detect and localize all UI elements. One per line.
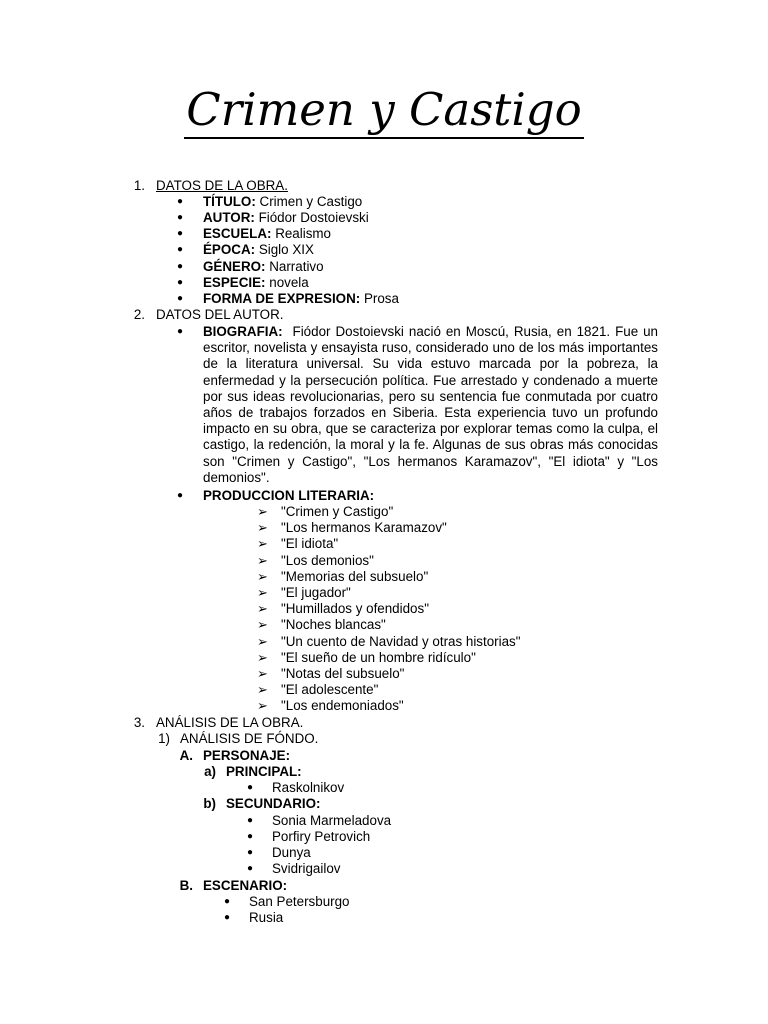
- bullet-icon: ●: [177, 244, 184, 255]
- section-label: ANÁLISIS DE LA OBRA.: [156, 715, 304, 730]
- obra-key: ESCUELA:: [203, 226, 272, 241]
- character-name: Sonia Marmeladova: [272, 813, 392, 828]
- obra-value: novela: [269, 275, 309, 290]
- place-name: Rusia: [249, 910, 284, 925]
- obra-title: "Crimen y Castigo": [281, 504, 394, 519]
- character-name: Porfiry Petrovich: [272, 829, 371, 844]
- personaje-label: PERSONAJE:: [203, 748, 291, 763]
- arrow-bullet-icon: ➢: [257, 601, 268, 617]
- fondo-number: 1): [158, 731, 170, 746]
- personaje-number: A.: [179, 748, 193, 763]
- bullet-icon: ●: [177, 212, 184, 223]
- arrow-bullet-icon: ➢: [257, 633, 268, 649]
- section-label: DATOS DEL AUTOR.: [156, 307, 284, 322]
- arrow-bullet-icon: ➢: [257, 682, 268, 698]
- obra-title: "Los hermanos Karamazov": [281, 520, 447, 536]
- obra-key: GÉNERO:: [203, 259, 266, 274]
- character-name: Dunya: [272, 845, 311, 860]
- produccion-label: PRODUCCION LITERARIA:: [203, 488, 375, 503]
- bullet-icon: ●: [247, 863, 254, 874]
- bullet-icon: ●: [177, 490, 184, 501]
- bullet-icon: ●: [177, 228, 184, 239]
- obra-value: Siglo XIX: [258, 242, 314, 257]
- obra-title: "Un cuento de Navidad y otras historias": [281, 633, 521, 649]
- bullet-icon: ●: [224, 896, 231, 907]
- obra-title: "Notas del subsuelo": [281, 666, 405, 681]
- obra-title: "Noches blancas": [281, 617, 386, 633]
- obra-title: "Los endemoniados": [281, 698, 404, 714]
- arrow-bullet-icon: ➢: [257, 585, 268, 600]
- arrow-bullet-icon: ➢: [257, 666, 268, 681]
- bullet-icon: ●: [247, 815, 254, 826]
- bullet-icon: ●: [247, 847, 254, 858]
- obra-value: Fiódor Dostoievski: [258, 210, 369, 225]
- bullet-icon: ●: [177, 261, 184, 272]
- character-name: Raskolnikov: [272, 780, 345, 795]
- arrow-bullet-icon: ➢: [257, 520, 268, 536]
- principal-number: a): [204, 764, 216, 779]
- biography-label: BIOGRAFIA:: [203, 324, 283, 339]
- section-label: DATOS DE LA OBRA.: [156, 178, 288, 193]
- secundario-number: b): [203, 796, 216, 811]
- section-number: 1.: [133, 178, 145, 193]
- obra-title: "Los demonios": [281, 552, 374, 568]
- obra-title: "Memorias del subsuelo": [281, 568, 429, 584]
- obra-value: Prosa: [363, 291, 399, 306]
- principal-label: PRINCIPAL:: [226, 764, 302, 779]
- bullet-icon: ●: [177, 326, 184, 337]
- bullet-icon: ●: [177, 293, 184, 304]
- character-name: Svidrigailov: [272, 861, 341, 876]
- bullet-icon: ●: [247, 831, 254, 842]
- obra-title: "Humillados y ofendidos": [281, 601, 429, 617]
- obra-key: FORMA DE EXPRESION:: [203, 291, 361, 306]
- obra-key: TÍTULO:: [203, 194, 256, 209]
- obra-key: ESPECIE:: [203, 275, 266, 290]
- escenario-number: B.: [179, 878, 193, 893]
- obra-key: ÉPOCA:: [203, 242, 256, 257]
- title-text: Crimen y Castigo: [184, 83, 583, 139]
- bullet-icon: ●: [224, 912, 231, 923]
- place-name: San Petersburgo: [249, 894, 350, 909]
- arrow-bullet-icon: ➢: [257, 552, 268, 568]
- arrow-bullet-icon: ➢: [257, 568, 268, 584]
- section-number: 3.: [133, 715, 145, 730]
- arrow-bullet-icon: ➢: [257, 536, 268, 552]
- obra-title: "El jugador": [281, 585, 351, 600]
- section-number: 2.: [133, 307, 145, 322]
- fondo-label: ANÁLISIS DE FÓNDO.: [180, 731, 319, 746]
- secundario-label: SECUNDARIO:: [226, 796, 321, 811]
- escenario-label: ESCENARIO:: [203, 878, 288, 893]
- biography-text: Fiódor Dostoievski nació en Moscú, Rusia, en 1821. Fue un escritor, novelista y ensayista ruso, considerado uno de los más importantes de la literatura universal. Su vida estuvo marcada por la pobreza, la enfermedad y la persecución política. Fue arrestado y condenado a muerte por sus ideas revolucionarias, pero su sentencia fue conmutada por cuatro años de trabajos forzados en Siberia. Esta experiencia tuvo un profundo impacto en su obra, que se caracteriza por explorar temas como la culpa, el castigo, la redención, la moral y la fe. Algunas de sus obras más conocidas son "Crimen y Castigo", "Los hermanos Karamazov", "El idiota" y "Los demonios".: [203, 324, 659, 485]
- obra-value: Narrativo: [269, 259, 324, 274]
- bullet-icon: ●: [247, 782, 254, 793]
- obra-key: AUTOR:: [203, 210, 255, 225]
- bullet-icon: ●: [177, 277, 184, 288]
- obra-title: "El idiota": [281, 536, 339, 552]
- obra-value: Realismo: [275, 226, 331, 241]
- page-title: [0, 80, 768, 140]
- bullet-icon: ●: [177, 196, 184, 207]
- obra-value: Crimen y Castigo: [259, 194, 363, 209]
- obra-title: "El adolescente": [281, 682, 379, 698]
- arrow-bullet-icon: ➢: [257, 617, 268, 633]
- obra-title: "El sueño de un hombre ridículo": [281, 649, 476, 665]
- arrow-bullet-icon: ➢: [257, 698, 268, 714]
- arrow-bullet-icon: ➢: [257, 649, 268, 665]
- arrow-bullet-icon: ➢: [257, 504, 268, 519]
- biography-paragraph: [203, 324, 658, 486]
